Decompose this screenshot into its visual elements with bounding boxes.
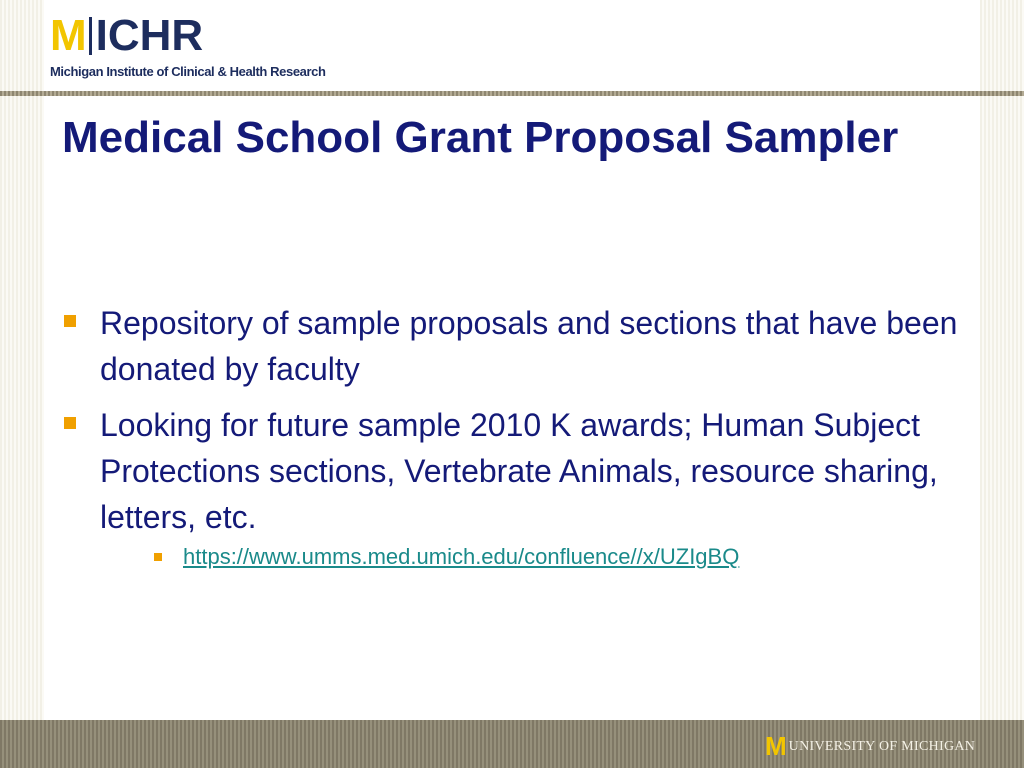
bullet-text: Repository of sample proposals and sections that have been donated by faculty [100, 305, 958, 387]
um-wordmark: UNIVERSITY OF MICHIGAN [788, 739, 976, 754]
university-of-michigan-logo [765, 731, 976, 761]
michr-logo [50, 13, 350, 83]
michr-logo-m: M [50, 11, 86, 60]
michr-logo-letters: ICHR [95, 11, 204, 60]
slide-title: Medical School Grant Proposal Sampler [62, 113, 899, 162]
bullet-item [62, 402, 962, 572]
michr-logo-divider [89, 17, 92, 55]
header-divider [0, 91, 1024, 96]
michr-logo-wordmark [50, 13, 203, 59]
bullet-list [62, 300, 962, 582]
michr-logo-subtitle: Michigan Institute of Clinical & Health Research [50, 64, 326, 79]
bullet-item [62, 300, 962, 392]
sub-bullet-square-icon [154, 553, 162, 561]
confluence-link[interactable]: https://www.umms.med.umich.edu/confluence//x/UZIgBQ [183, 544, 740, 569]
bullet-square-icon [64, 417, 76, 429]
bullet-text: Looking for future sample 2010 K awards; Human Subject Protections sections, Vertebrate Animals, resource sharing, letters, etc. [100, 407, 938, 535]
bullet-square-icon [64, 315, 76, 327]
sub-bullet-item [100, 542, 962, 572]
um-block-m: M [765, 731, 787, 761]
